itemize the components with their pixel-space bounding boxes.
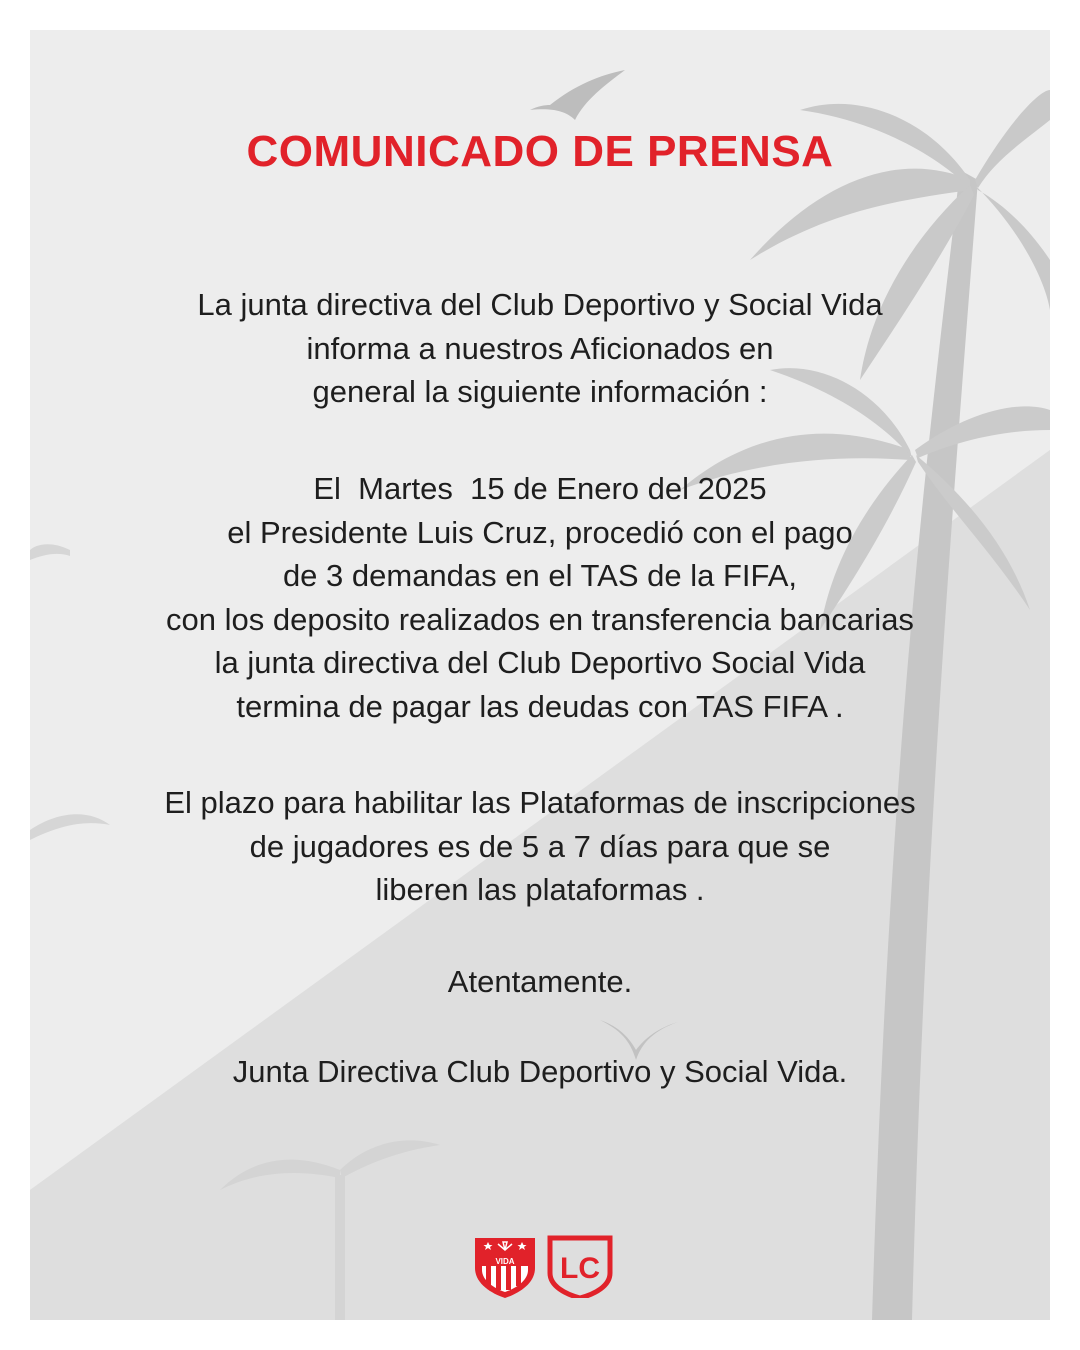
deadline-line: liberen las plataformas .: [375, 872, 705, 907]
intro-paragraph: [0, 283, 1080, 414]
closing-text: [0, 960, 1080, 1004]
closing-line: Atentamente.: [447, 964, 633, 999]
deadline-line: de jugadores es de 5 a 7 días para que se: [249, 828, 831, 864]
league-shield-text: LC: [560, 1252, 600, 1285]
club-logos: [470, 1228, 620, 1298]
signature-text: [0, 1050, 1080, 1094]
details-line: El Martes 15 de Enero del 2025: [313, 471, 767, 506]
details-line: de 3 demandas en el TAS de la FIFA,: [282, 558, 798, 593]
page-title: COMUNICADO DE PRENSA: [246, 127, 834, 176]
signature-line: Junta Directiva Club Deportivo y Social Vida.: [232, 1054, 848, 1089]
details-line: el Presidente Luis Cruz, procedió con el pago: [227, 514, 853, 550]
details-paragraph: [0, 467, 1080, 728]
intro-line: La junta directiva del Club Deportivo y Social Vida: [197, 287, 883, 322]
vida-crest-text: VIDA: [495, 1257, 515, 1266]
intro-line: general la siguiente información :: [312, 374, 768, 409]
details-line: la junta directiva del Club Deportivo Social Vida: [214, 645, 866, 680]
vida-crest-logo: [475, 1238, 535, 1298]
intro-line: informa a nuestros Aficionados en: [306, 330, 774, 366]
details-line: con los deposito realizados en transferencia bancarias: [166, 601, 914, 637]
deadline-line: El plazo para habilitar las Plataformas de inscripciones: [164, 785, 916, 820]
deadline-paragraph: [0, 781, 1080, 912]
details-line: termina de pagar las deudas con TAS FIFA .: [236, 688, 844, 724]
league-shield-logo: [550, 1238, 610, 1298]
